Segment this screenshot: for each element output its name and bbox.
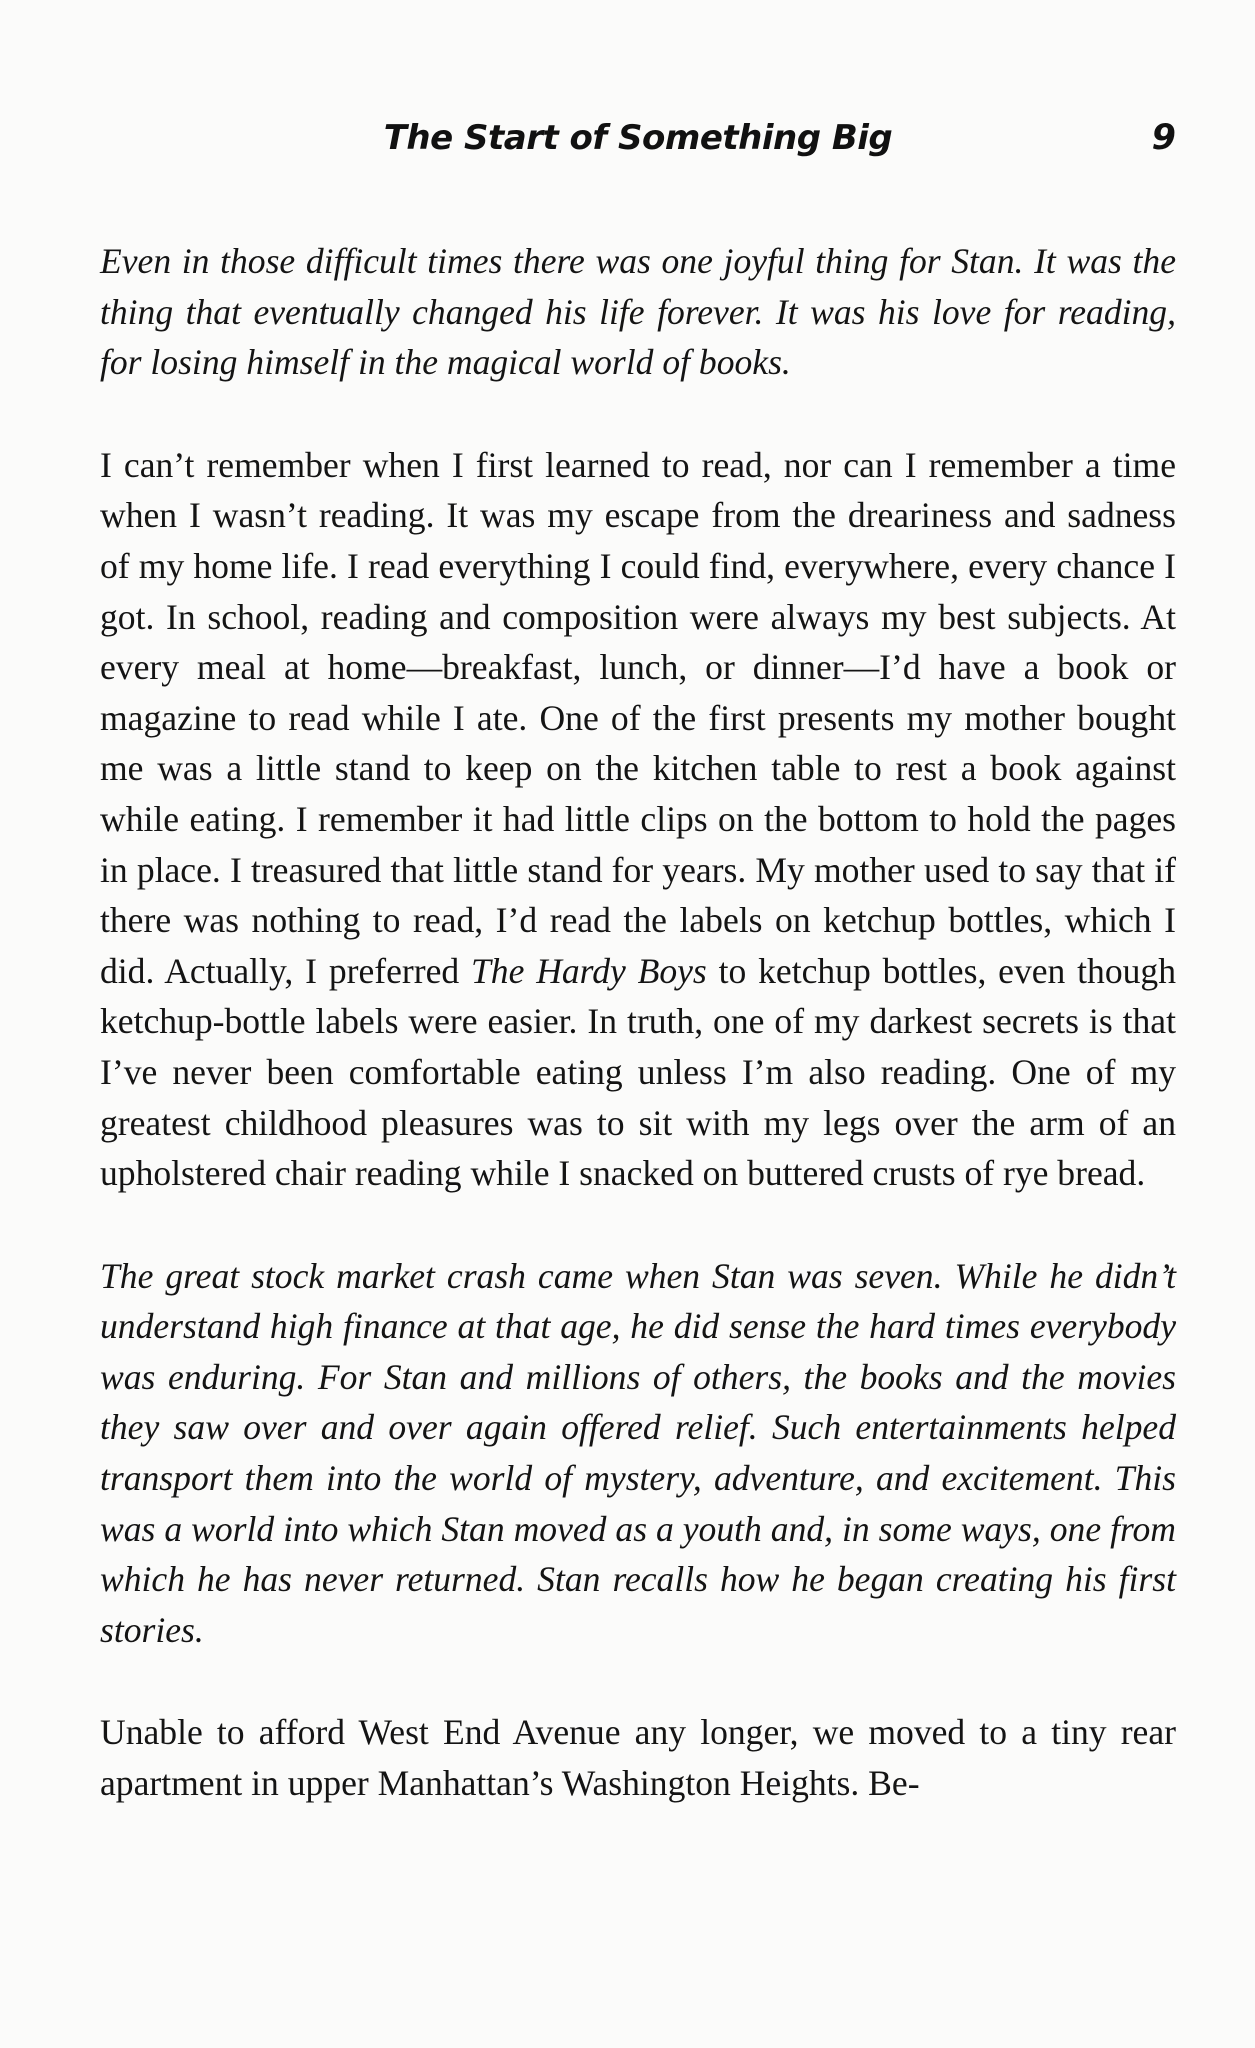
page-body: [100, 236, 1176, 1809]
washington-heights-paragraph: [100, 1707, 1176, 1808]
paragraph-text-part: to ketchup bottles, even though ketchup-bottle labels were easier. In truth, one of my darkest secrets is that I’ve never been comfortable eating unless I’m also reading. One of my greatest childhood pleasures was to sit with my legs over the arm of an upholstered chair reading while I snacked on buttered crusts of rye bread.: [100, 950, 1176, 1194]
running-header: [100, 118, 1176, 168]
stock-crash-paragraph: [100, 1251, 1176, 1656]
page-number: 9: [1151, 118, 1176, 158]
reading-memory-paragraph: [100, 440, 1176, 1199]
paragraph-text: The great stock market crash came when Stan was seven. While he didn’t understand high finance at that age, he did sense the hard times everybody was enduring. For Stan and millions of others, the books and the movies they saw over and over again offered relief. Such entertainments helped transport them into the world of mystery, adventure, and excitement. This was a world into which Stan moved as a youth and, in some ways, one from which he has never returned. Stan recalls how he began creating his first stories.: [100, 1255, 1176, 1650]
paragraph-text: Unable to afford West End Avenue any longer, we moved to a tiny rear apartment in upper Manhattan’s Washington Heights. Be-: [100, 1712, 1176, 1804]
chapter-title: The Start of Something Big: [383, 118, 893, 158]
paragraph-text: Even in those difficult times there was one joyful thing for Stan. It was the thing that eventually changed his life forever. It was his love for reading, for losing himself in the magical world of books.: [100, 241, 1176, 383]
book-title: The Hardy Boys: [471, 950, 707, 991]
paragraph-text-part: I can’t remember when I first learned to read, nor can I remember a time when I wasn’t reading. It was my escape from the dreariness and sadness of my home life. I read everything I could find, everywhere, every chance I got. In school, reading and composition were always my best subjects. At every meal at home—breakfast, lunch, or dinner—I’d have a book or magazine to read while I ate. One of the first presents my mother bought me was a little stand to keep on the kitchen table to rest a book against while eating. I remember it had little clips on the bottom to hold the pages in place. I treasured that little stand for years. My mother used to say that if there was nothing to read, I’d read the labels on ketchup bottles, which I did. Actually, I preferred: [100, 444, 1176, 991]
intro-paragraph: [100, 236, 1176, 388]
